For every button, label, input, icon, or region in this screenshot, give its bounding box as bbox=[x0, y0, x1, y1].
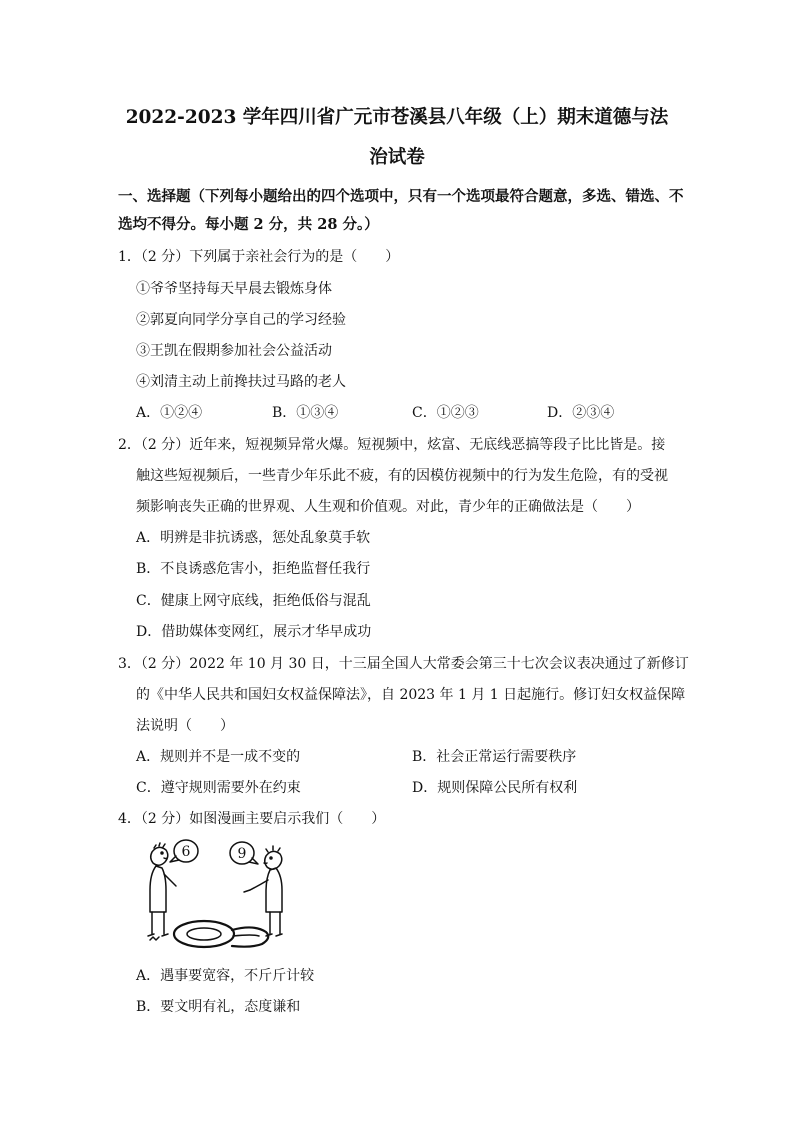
right-person-figure bbox=[244, 846, 282, 936]
q1-option-a: A．①②④ bbox=[136, 405, 203, 421]
q2-line-2: 触这些短视频后，一些青少年乐此不疲，有的因模仿视频中的行为发生危险，有的受视 bbox=[136, 468, 668, 484]
floor-digit-label: 6 bbox=[225, 942, 227, 943]
left-person-figure bbox=[148, 843, 176, 940]
section-heading-line-1: 一、选择题（下列每小题给出的四个选项中，只有一个选项最符合题意，多选、错选、不 bbox=[118, 188, 684, 205]
q3-line-2: 的《中华人民共和国妇女权益保障法》，自 2023 年 1 月 1 日起施行。修订妇女权益保障 bbox=[136, 687, 686, 703]
q3-line-1: 3．（2 分）2022 年 10 月 30 日，十三届全国人大常委会第三十七次会议表决通过了新修订 bbox=[118, 656, 689, 672]
q1-stem: 1．（2 分）下列属于亲社会行为的是（ ） bbox=[118, 249, 400, 265]
q3-line-3: 法说明（ ） bbox=[136, 718, 234, 734]
right-bubble-digit: 9 bbox=[237, 846, 247, 862]
q1-item-4: ④刘清主动上前搀扶过马路的老人 bbox=[136, 374, 346, 390]
title-line-2: 治试卷 bbox=[369, 147, 425, 168]
q3-option-b: B．社会正常运行需要秩序 bbox=[412, 749, 577, 765]
title-line-1: 2022-2023 学年四川省广元市苍溪县八年级（上）期末道德与法 bbox=[125, 107, 669, 128]
exam-title bbox=[118, 98, 676, 178]
left-bubble-digit: 6 bbox=[181, 844, 191, 860]
q3-option-a: A．规则并不是一成不变的 bbox=[136, 749, 301, 765]
q4-stem: 4．（2 分）如图漫画主要启示我们（ ） bbox=[118, 811, 386, 827]
q1-option-b: B．①③④ bbox=[272, 405, 339, 421]
section-heading-line-2: 选均不得分。每小题 2 分，共 28 分。） bbox=[118, 216, 379, 233]
q2-option-b: B．不良诱惑危害小，拒绝监督任我行 bbox=[136, 561, 371, 577]
q3-option-d: D．规则保障公民所有权利 bbox=[412, 780, 578, 796]
q1-item-3: ③王凯在假期参加社会公益活动 bbox=[136, 343, 332, 359]
q2-line-1: 2．（2 分）近年来，短视频异常火爆。短视频中，炫富、无底线恶搞等段子比比皆是。接 bbox=[118, 437, 666, 453]
q4-option-a: A．遇事要宽容，不斤斤计较 bbox=[136, 968, 315, 984]
floor-digit-shape bbox=[174, 921, 268, 947]
q4-option-b: B．要文明有礼，态度谦和 bbox=[136, 999, 301, 1015]
q1-item-2: ②郭夏向同学分享自己的学习经验 bbox=[136, 312, 346, 328]
q1-item-1: ①爷爷坚持每天早晨去锻炼身体 bbox=[136, 281, 332, 297]
q2-option-d: D．借助媒体变网红，展示才华早成功 bbox=[136, 624, 372, 640]
q2-option-c: C．健康上网守底线，拒绝低俗与混乱 bbox=[136, 593, 371, 609]
q3-option-c: C．遵守规则需要外在约束 bbox=[136, 780, 301, 796]
q1-option-d: D．②③④ bbox=[547, 405, 615, 421]
q2-option-a: A．明辨是非抗诱惑，惩处乱象莫手软 bbox=[136, 530, 371, 546]
q2-line-3: 频影响丧失正确的世界观、人生观和价值观。对此，青少年的正确做法是（ ） bbox=[136, 499, 640, 515]
comic-illustration bbox=[134, 838, 319, 950]
q1-option-c: C．①②③ bbox=[412, 405, 479, 421]
